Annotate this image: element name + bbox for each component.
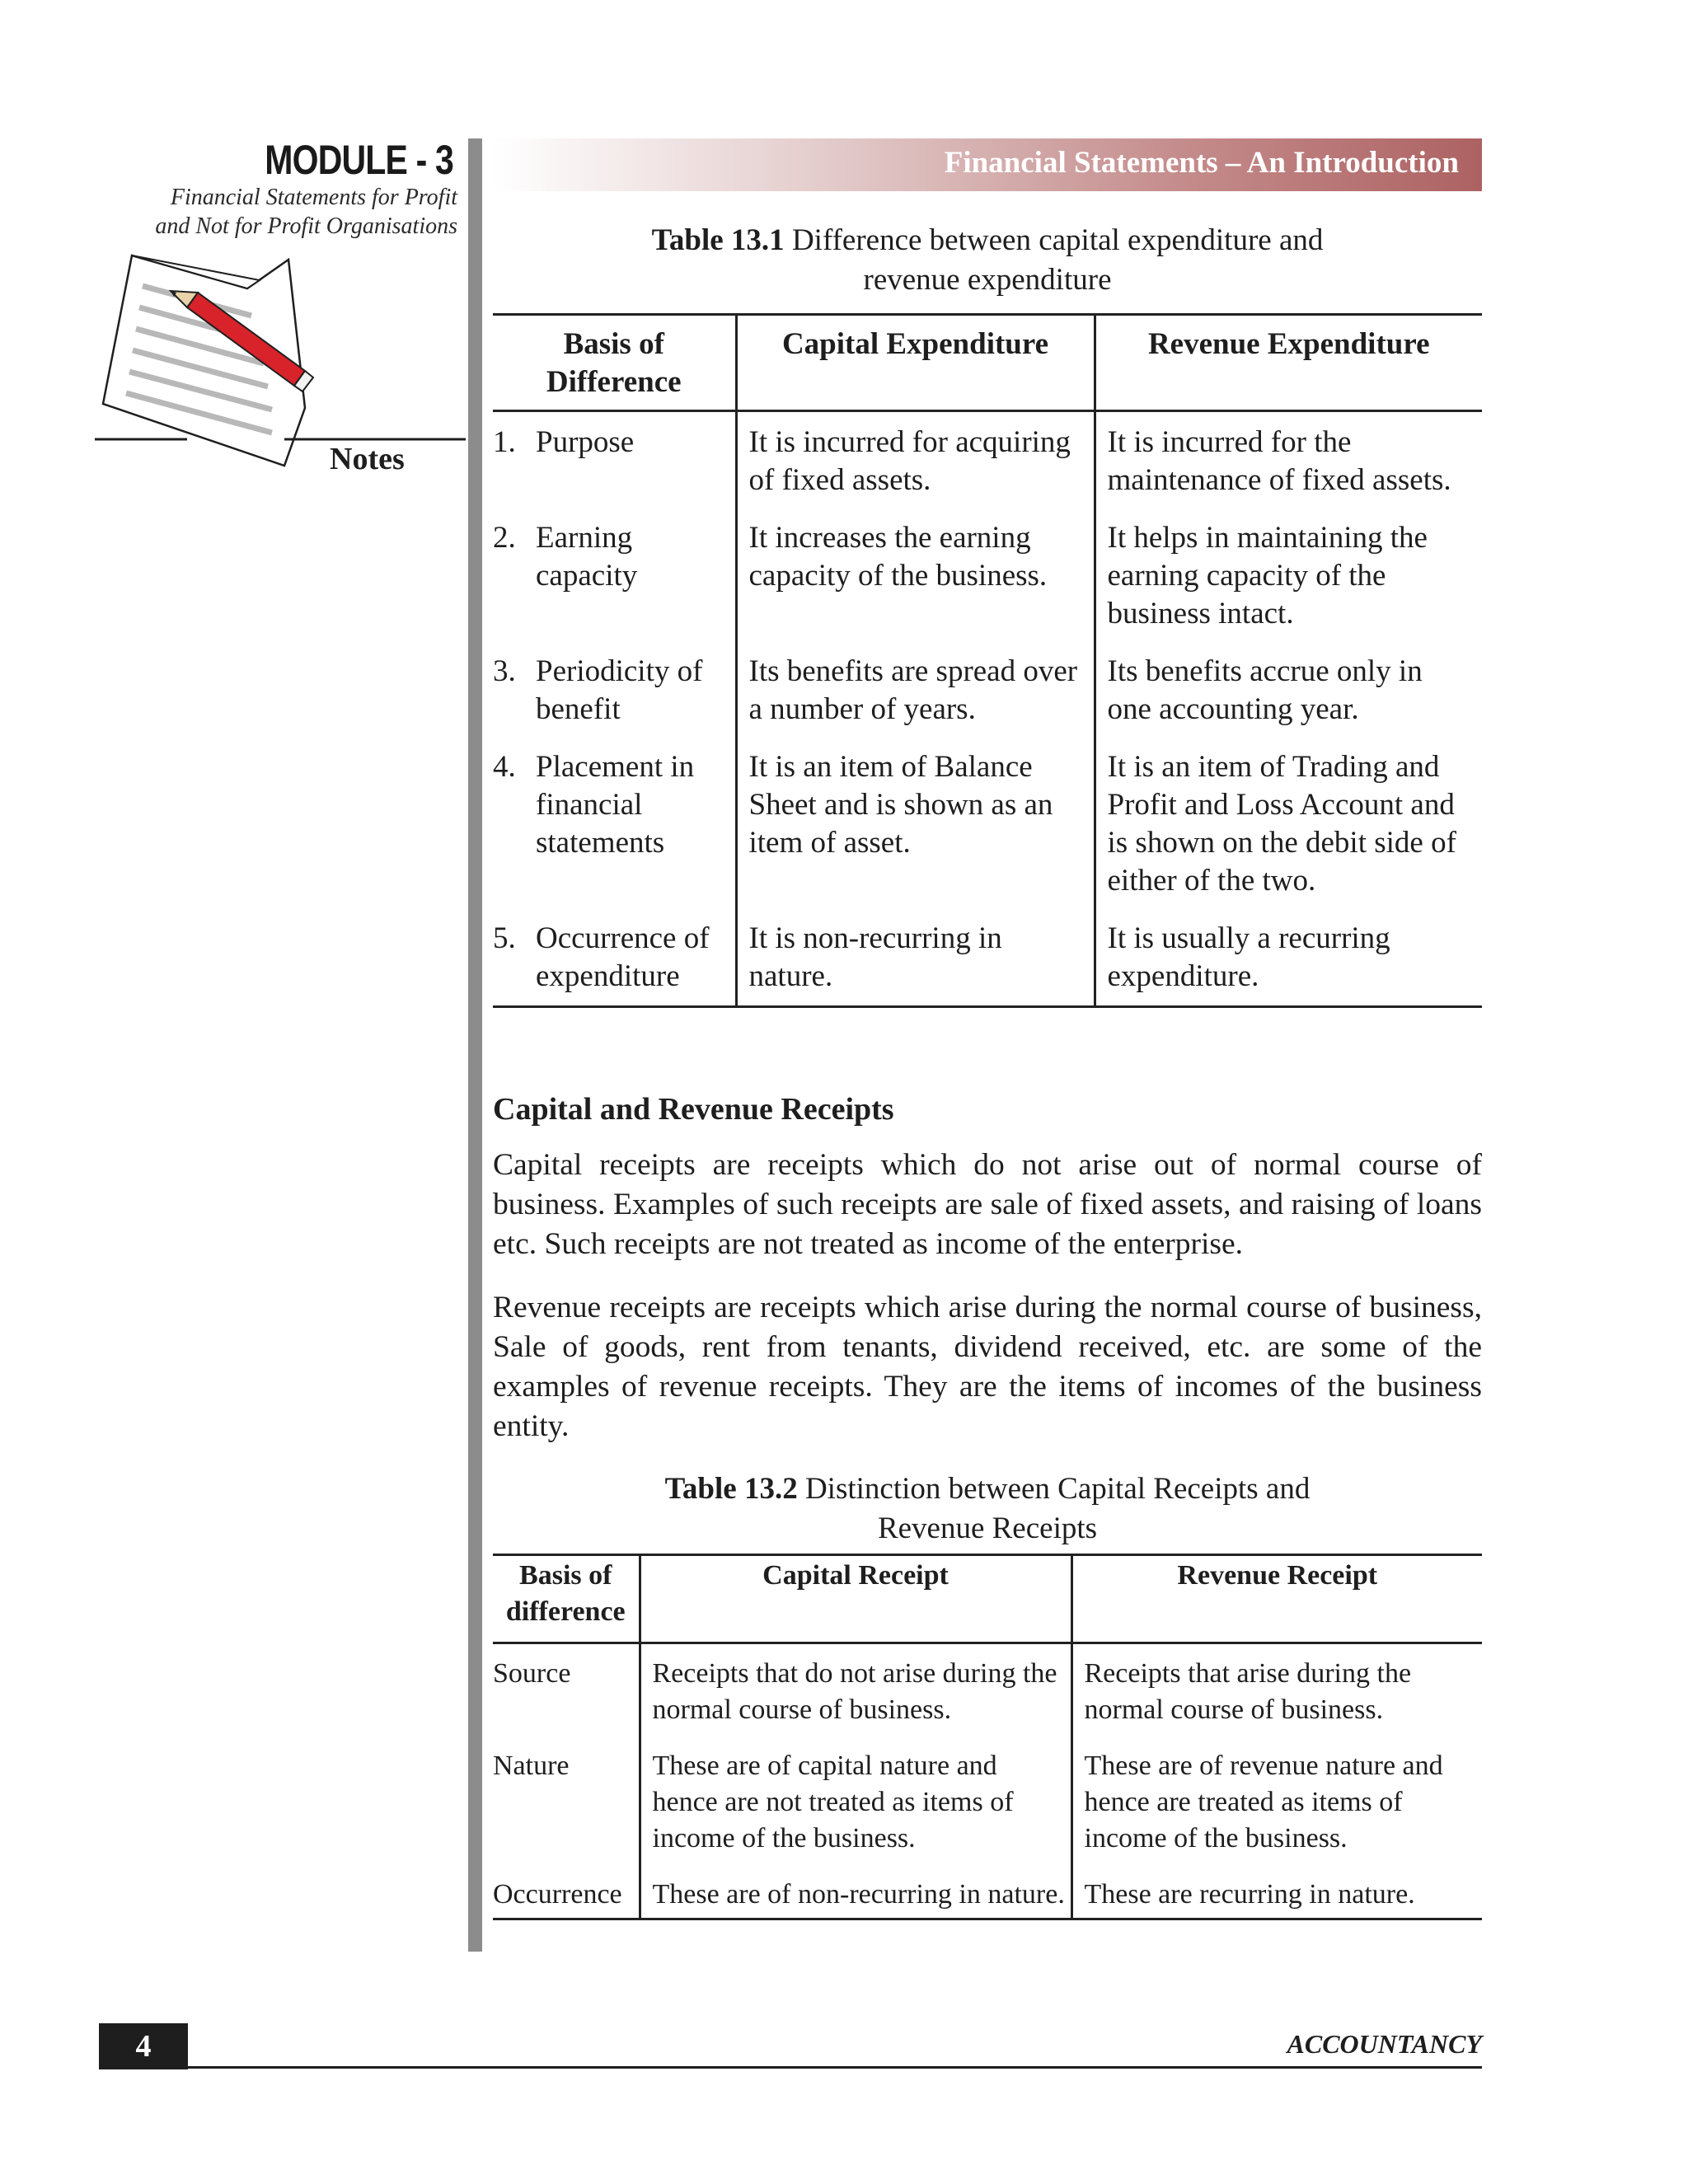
- table-cell: It is incurred for the maintenance of fixed assets.: [1107, 425, 1451, 497]
- row-basis: Periodicity of benefit: [536, 654, 703, 726]
- paragraph-capital-receipts: Capital receipts are receipts which do not arise out of normal course of business. Examples of such receipts are sale of fixed assets, and raising of loans etc. Such receipts are not treated as income of the enterprise.: [493, 1148, 1482, 1261]
- table-capital-vs-revenue-receipts: [493, 1554, 1482, 1920]
- module-subtitle-line1: Financial Statements for Profit: [170, 185, 457, 210]
- row-number: 1.: [493, 425, 516, 459]
- table1-caption-label: Table 13.1: [651, 223, 785, 257]
- table-row: [493, 1748, 1482, 1877]
- table-cell: It is non-recurring in nature.: [736, 920, 1095, 1007]
- table-cell: It increases the earning capacity of the business.: [736, 519, 1095, 653]
- row-number: 5.: [493, 921, 516, 955]
- row-basis: Earning capacity: [536, 521, 638, 593]
- table2-caption-label: Table 13.2: [664, 1472, 798, 1506]
- margin-rule: [468, 138, 482, 1952]
- page-number: 4: [99, 2023, 188, 2069]
- column-header: Capital Receipt: [640, 1555, 1071, 1643]
- table1-caption-text2: revenue expenditure: [863, 263, 1112, 297]
- table-cell: It is incurred for acquiring of fixed assets.: [736, 411, 1095, 520]
- table-cell: Its benefits are spread over a number of years.: [736, 653, 1095, 748]
- notes-label: Notes: [330, 442, 405, 476]
- table-header-row: [493, 315, 1482, 411]
- table-cell: It is an item of Balance Sheet and is shown as an item of asset.: [736, 748, 1095, 920]
- table2-caption: [493, 1469, 1482, 1549]
- table-cell: It is an item of Trading and Profit and Loss Account and is shown on the debit side of either of the two.: [1107, 750, 1456, 898]
- table-cell: Receipts that do not arise during the normal course of business.: [640, 1643, 1071, 1749]
- section-heading: Capital and Revenue Receipts: [493, 1092, 894, 1127]
- footer-rule: [99, 2066, 1482, 2069]
- table-cell: [493, 920, 736, 1007]
- row-basis: Purpose: [536, 425, 635, 459]
- chapter-header-title: Financial Statements – An Introduction: [944, 146, 1459, 180]
- table-cell: These are of capital nature and hence are not treated as items of income of the business.: [640, 1748, 1071, 1877]
- table1-caption-text1: Difference between capital expenditure and: [791, 223, 1324, 257]
- table-cell: Its benefits accrue only in one accounting year.: [1107, 654, 1423, 726]
- footer-subject: ACCOUNTANCY: [1287, 2029, 1482, 2059]
- table-cell: These are of non-recurring in nature.: [640, 1877, 1071, 1919]
- table-row: [493, 920, 1482, 1007]
- table-row: [493, 519, 1482, 653]
- column-header: Basis of difference: [493, 1555, 640, 1643]
- table-cell: It is usually a recurring expenditure.: [1107, 921, 1390, 993]
- module-subtitle: [107, 183, 457, 241]
- column-header: Revenue Expenditure: [1095, 315, 1482, 411]
- row-basis: Placement in financial statements: [536, 750, 695, 860]
- table-cell: Source: [493, 1643, 640, 1749]
- column-header: Revenue Receipt: [1071, 1555, 1482, 1643]
- table-cell: [493, 653, 736, 748]
- table-cell: [493, 411, 736, 520]
- table-cell: It helps in maintaining the earning capacity of the business intact.: [1107, 521, 1428, 630]
- table-cell: Receipts that arise during the normal course of business.: [1084, 1658, 1412, 1725]
- table-cell: [493, 748, 736, 920]
- row-basis: Occurrence of expenditure: [536, 921, 710, 993]
- row-number: 2.: [493, 521, 516, 555]
- table-row: [493, 1643, 1482, 1749]
- table-row: [493, 653, 1482, 748]
- table-cell: Nature: [493, 1748, 640, 1877]
- module-title: MODULE - 3: [265, 137, 453, 183]
- table-cell: These are recurring in nature.: [1084, 1879, 1415, 1910]
- table-capital-vs-revenue-expenditure: [493, 313, 1482, 1008]
- table2-caption-text1: Distinction between Capital Receipts and: [804, 1472, 1311, 1506]
- table2-caption-text2: Revenue Receipts: [877, 1511, 1098, 1545]
- table-row: [493, 1877, 1482, 1919]
- table-cell: Occurrence: [493, 1877, 640, 1919]
- table-header-row: [493, 1555, 1482, 1643]
- table-row: [493, 411, 1482, 520]
- table-cell: [493, 519, 736, 653]
- paragraph-revenue-receipts: Revenue receipts are receipts which arise during the normal course of business, Sale of goods, rent from tenants, dividend received, etc. are some of the examples of revenue receipts. They are the items of incomes of the business entity.: [493, 1291, 1482, 1443]
- table-row: [493, 748, 1482, 920]
- column-header: Basis of Difference: [493, 315, 736, 411]
- column-header: Capital Expenditure: [736, 315, 1095, 411]
- chapter-header-band: [493, 138, 1482, 191]
- row-number: 3.: [493, 654, 516, 688]
- row-number: 4.: [493, 750, 516, 784]
- table-cell: These are of revenue nature and hence are treated as items of income of the business.: [1084, 1750, 1443, 1854]
- module-subtitle-line2: and Not for Profit Organisations: [155, 213, 457, 239]
- table1-caption: [493, 221, 1482, 300]
- notes-pencil-icon: [95, 243, 466, 482]
